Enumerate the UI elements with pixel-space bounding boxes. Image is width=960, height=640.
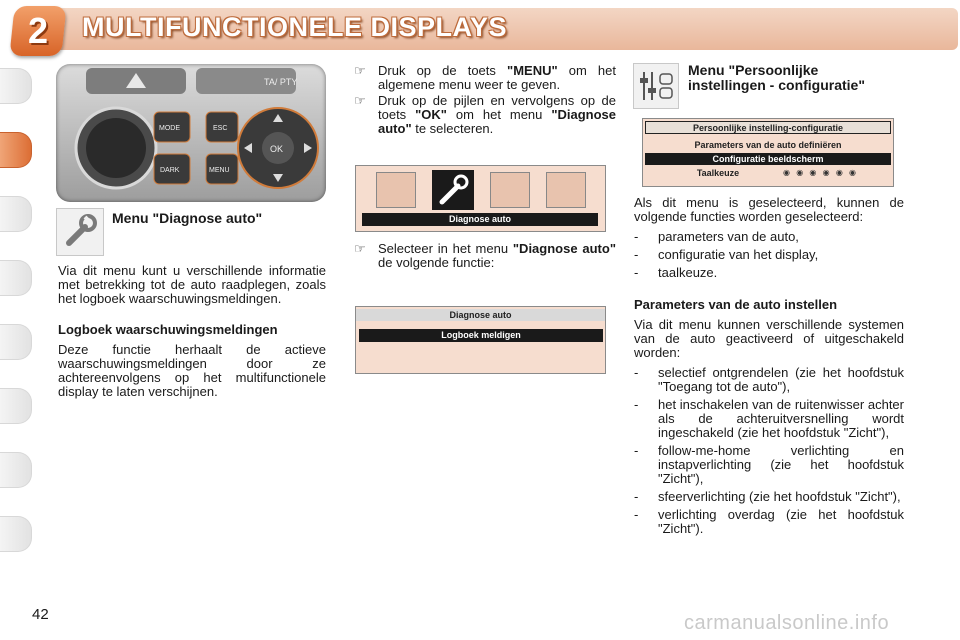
- list-item-text: parameters van de auto,: [658, 229, 799, 244]
- screen-item-language: Taalkeuze: [696, 168, 740, 178]
- page-title: MULTIFUNCTIONELE DISPLAYS: [82, 12, 508, 42]
- pointing-hand-icon: ☞: [354, 63, 366, 78]
- control-panel-drawing: [56, 64, 326, 202]
- right-column: [634, 196, 904, 536]
- left-column: [58, 264, 326, 399]
- main-menu-screen: [355, 165, 606, 232]
- log-heading: Logboek waarschuwingsmeldingen: [58, 322, 278, 337]
- list-item-text: taalkeuze.: [658, 265, 718, 280]
- list-item-text: het inschakelen van de ruitenwisser achter als de achteruitversnelling wordt ingeschakeld (zie het hoofdstuk "Zicht"),: [658, 397, 904, 440]
- step-function-end: de volgende functie:: [378, 255, 495, 270]
- log-messages-item: Logboek meldigen: [359, 329, 603, 342]
- list-item-text: sfeerverlichting (zie het hoofdstuk "Zicht"),: [658, 489, 901, 504]
- step-menu-text: Druk op de toets: [378, 63, 508, 78]
- settings-sliders-icon: [633, 63, 679, 109]
- vehicle-params-text: Via dit menu kunnen verschillende systemen van de auto geactiveerd of uitgeschakeld worden:: [634, 317, 904, 360]
- selected-item-diagnose: Diagnose auto: [362, 213, 598, 226]
- chapter-tab[interactable]: [0, 324, 32, 360]
- step-select: [346, 94, 616, 136]
- chapter-tab[interactable]: [0, 452, 32, 488]
- chapter-tab[interactable]: [0, 196, 32, 232]
- settings-sliders-icon: [490, 172, 530, 208]
- ok-key-label: "OK": [415, 107, 447, 122]
- menu-label: MENU: [209, 167, 230, 174]
- screen-item-display-config: Configuratie beeldscherm: [645, 153, 891, 165]
- ta-pty-label: TA/ PTY: [264, 77, 298, 87]
- middle-column-top: [346, 64, 616, 138]
- list-item: - follow-me-home verlichting en instapverlichting (zie het hoofdstuk "Zicht"),: [634, 443, 904, 486]
- log-text: Deze functie herhaalt de actieve waarschuwingsmeldingen door ze achtereenvolgens op het multifunctionele display te laten verschijnen.: [58, 342, 326, 399]
- diagnose-screen: [355, 306, 606, 374]
- chapter-tab[interactable]: [0, 68, 32, 104]
- step-select-text: Druk op de pijlen en vervolgens op de toets: [378, 93, 616, 122]
- step-select-mid: om het menu: [446, 107, 552, 122]
- configuration-screen: [642, 118, 894, 187]
- mode-label: MODE: [159, 125, 180, 132]
- phone-icon: [546, 172, 586, 208]
- chapter-tab[interactable]: [0, 260, 32, 296]
- middle-column-bottom: [346, 242, 616, 272]
- list-item: - sfeerverlichting (zie het hoofdstuk "Zicht"),: [634, 490, 904, 504]
- configuration-screen-title: Persoonlijke instelling-configuratie: [645, 121, 891, 134]
- music-icon: [376, 172, 416, 208]
- list-item-text: follow-me-home verlichting en instapverlichting (zie het hoofdstuk "Zicht"),: [658, 443, 904, 486]
- pointing-hand-icon: ☞: [354, 93, 366, 108]
- list-item-text: selectief ontgrendelen (zie het hoofdstuk "Toegang tot de auto"),: [658, 365, 904, 394]
- ok-label: OK: [270, 144, 284, 154]
- language-flags-icon: ◉ ◉ ◉ ◉ ◉ ◉: [783, 168, 858, 177]
- watermark: carmanualsonline.info: [684, 612, 890, 634]
- vehicle-params-heading: Parameters van de auto instellen: [634, 297, 838, 312]
- wrench-icon: [432, 170, 474, 210]
- chapter-tab[interactable]: [0, 516, 32, 552]
- step-select-end: te selecteren.: [411, 121, 494, 136]
- control-panel-image: [56, 64, 326, 202]
- list-item: - verlichting overdag (zie het hoofdstuk "Zicht").: [634, 507, 904, 536]
- list-item: - selectief ontgrendelen (zie het hoofdstuk "Toegang tot de auto"),: [634, 365, 904, 394]
- menu-key-label: "MENU": [507, 63, 558, 78]
- diagnose-menu-label: "Diagnose auto": [378, 107, 617, 136]
- diagnose-intro: Via dit menu kunt u verschillende informatie met betrekking tot de auto raadplegen, zoals het logboek waarschuwingsmeldingen.: [58, 263, 326, 306]
- chapter-tab[interactable]: [0, 388, 32, 424]
- chapter-number: 2: [27, 10, 49, 51]
- wrench-icon: [56, 208, 104, 256]
- chapter-tabs: [0, 68, 34, 578]
- step-function-text: Selecteer in het menu: [378, 241, 513, 256]
- diagnose-menu-label: "Diagnose auto": [512, 241, 616, 256]
- step-menu-text-end: om het algemene menu weer te geven.: [378, 63, 617, 92]
- volume-knob-center: [86, 118, 146, 178]
- diagnose-screen-title: Diagnose auto: [356, 309, 605, 321]
- step-function: [346, 242, 616, 270]
- list-item: - parameters van de auto,: [634, 230, 904, 244]
- list-item: - configuratie van het display,: [634, 248, 904, 262]
- list-item: - taalkeuze.: [634, 266, 904, 280]
- chapter-tab-active[interactable]: [0, 132, 32, 168]
- dark-label: DARK: [160, 167, 180, 174]
- page-number: 42: [32, 606, 49, 623]
- step-menu: [346, 64, 616, 92]
- list-item: - het inschakelen van de ruitenwisser achter als de achteruitversnelling wordt ingeschakeld (zie het hoofdstuk "Zicht"),: [634, 397, 904, 440]
- list-item-text: verlichting overdag (zie het hoofdstuk "Zicht").: [658, 507, 904, 536]
- pointing-hand-icon: ☞: [354, 241, 366, 256]
- esc-label: ESC: [213, 125, 228, 132]
- personal-settings-heading: Menu "Persoonlijke instellingen - configuratie": [688, 62, 865, 93]
- screen-item-vehicle-params: Parameters van de auto definiëren: [694, 140, 842, 150]
- diagnose-menu-heading: Menu "Diagnose auto": [112, 210, 263, 226]
- list-item-text: configuratie van het display,: [658, 247, 819, 262]
- personal-settings-intro: Als dit menu is geselecteerd, kunnen de volgende functies worden geselecteerd:: [634, 195, 904, 224]
